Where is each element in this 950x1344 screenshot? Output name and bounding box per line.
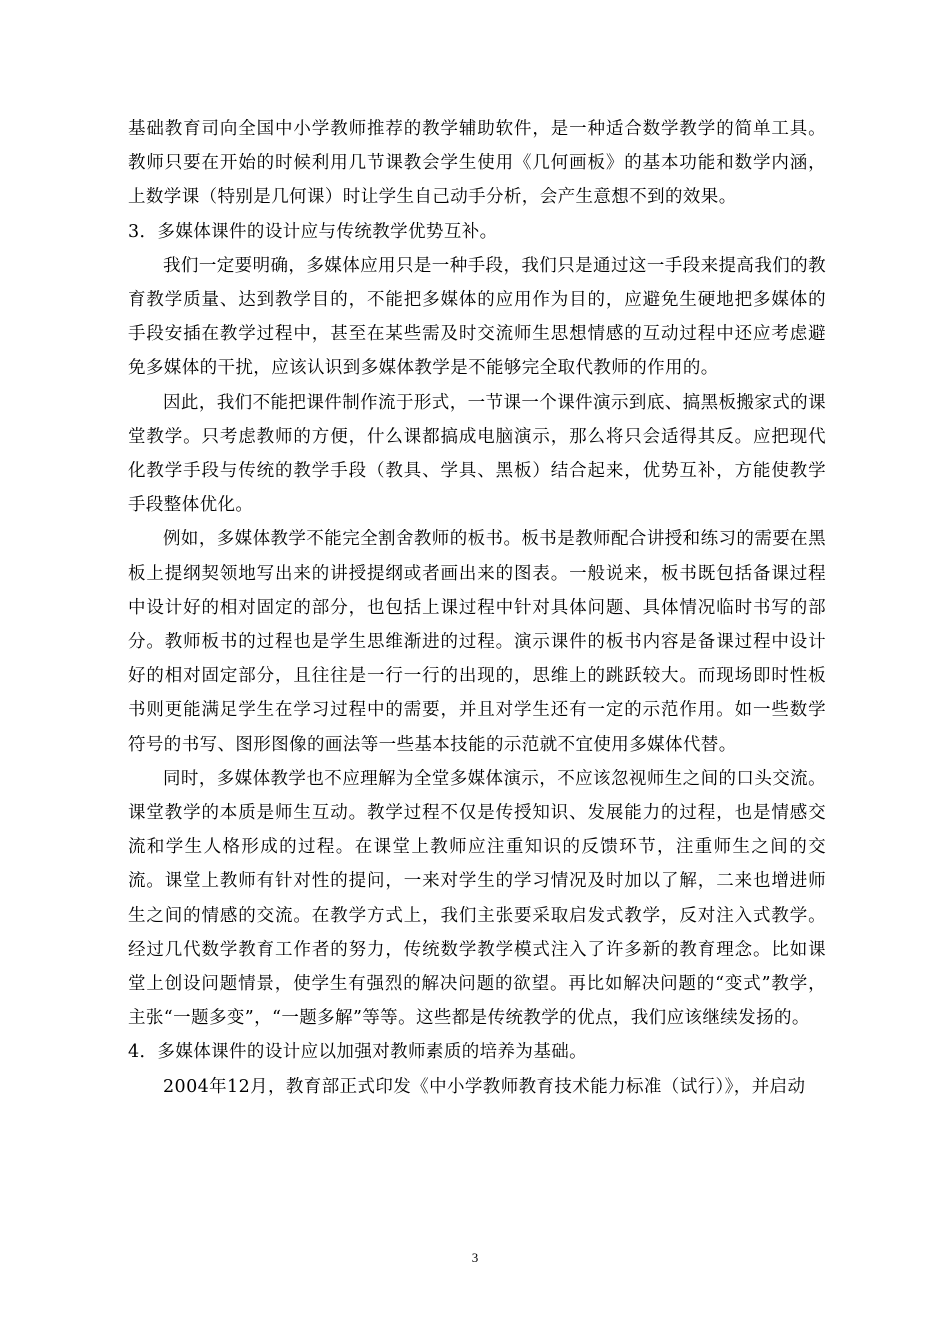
paragraph: 因此，我们不能把课件制作流于形式，一节课一个课件演示到底、搞黑板搬家式的课堂教学。只考虑教师的方便，什么课都搞成电脑演示，那么将只会适得其反。应把现代化教学手段与传统的教学手段（教具、学具、黑板）结合起来，优势互补，方能使教学手段整体优化。 <box>128 392 826 516</box>
paragraph-continuation: 基础教育司向全国中小学教师推荐的教学辅助软件，是一种适合数学教学的简单工具。教师只要在开始的时候利用几节课教会学生使用《几何画板》的基本功能和数学内涵，上数学课（特别是几何课）时让学生自己动手分析，会产生意想不到的效果。 <box>128 119 826 208</box>
section-heading-3: 3．多媒体课件的设计应与传统教学优势互补。 <box>128 221 498 242</box>
section-heading-4: 4．多媒体课件的设计应以加强对教师素质的培养为基础。 <box>128 1042 588 1063</box>
paragraph: 同时，多媒体教学也不应理解为全堂多媒体演示，不应该忽视师生之间的口头交流。课堂教学的本质是师生互动。教学过程不仅是传授知识、发展能力的过程，也是情感交流和学生人格形成的过程。在课堂上教师应注重知识的反馈环节，注重师生之间的交流。课堂上教师有针对性的提问，一来对学生的学习情况及时加以了解，二来也增进师生之间的情感的交流。在教学方式上，我们主张要采取启发式教学，反对注入式教学。经过几代数学教育工作者的努力，传统数学教学模式注入了许多新的教育理念。比如课堂上创设问题情景，使学生有强烈的解决问题的欲望。再比如解决问题的“变式”教学，主张“一题多变”，“一题多解”等等。这些都是传统教学的优点，我们应该继续发扬的。 <box>128 768 826 1029</box>
page-number: 3 <box>471 1250 479 1265</box>
paragraph: 我们一定要明确，多媒体应用只是一种手段，我们只是通过这一手段来提高我们的教育教学质量、达到教学目的，不能把多媒体的应用作为目的，应避免生硬地把多媒体的手段安插在教学过程中，甚至在某些需及时交流师生思想情感的互动过程中还应考虑避免多媒体的干扰，应该认识到多媒体教学是不能够完全取代教师的作用的。 <box>128 255 826 379</box>
paragraph: 例如，多媒体教学不能完全割舍教师的板书。板书是教师配合讲授和练习的需要在黑板上提纲契领地写出来的讲授提纲或者画出来的图表。一般说来，板书既包括备课过程中设计好的相对固定的部分，也包括上课过程中针对具体问题、具体情况临时书写的部分。教师板书的过程也是学生思维渐进的过程。演示课件的板书内容是备课过程中设计好的相对固定部分，且往往是一行一行的出现的，思维上的跳跃较大。而现场即时性板书则更能满足学生在学习过程中的需要，并且对学生还有一定的示范作用。如一些数学符号的书写、图形图像的画法等一些基本技能的示范就不宜使用多媒体代替。 <box>128 529 826 755</box>
paragraph: 2004年12月，教育部正式印发《中小学教师教育技术能力标准（试行）》，并启动 <box>163 1076 806 1097</box>
body-text <box>128 112 826 1104</box>
